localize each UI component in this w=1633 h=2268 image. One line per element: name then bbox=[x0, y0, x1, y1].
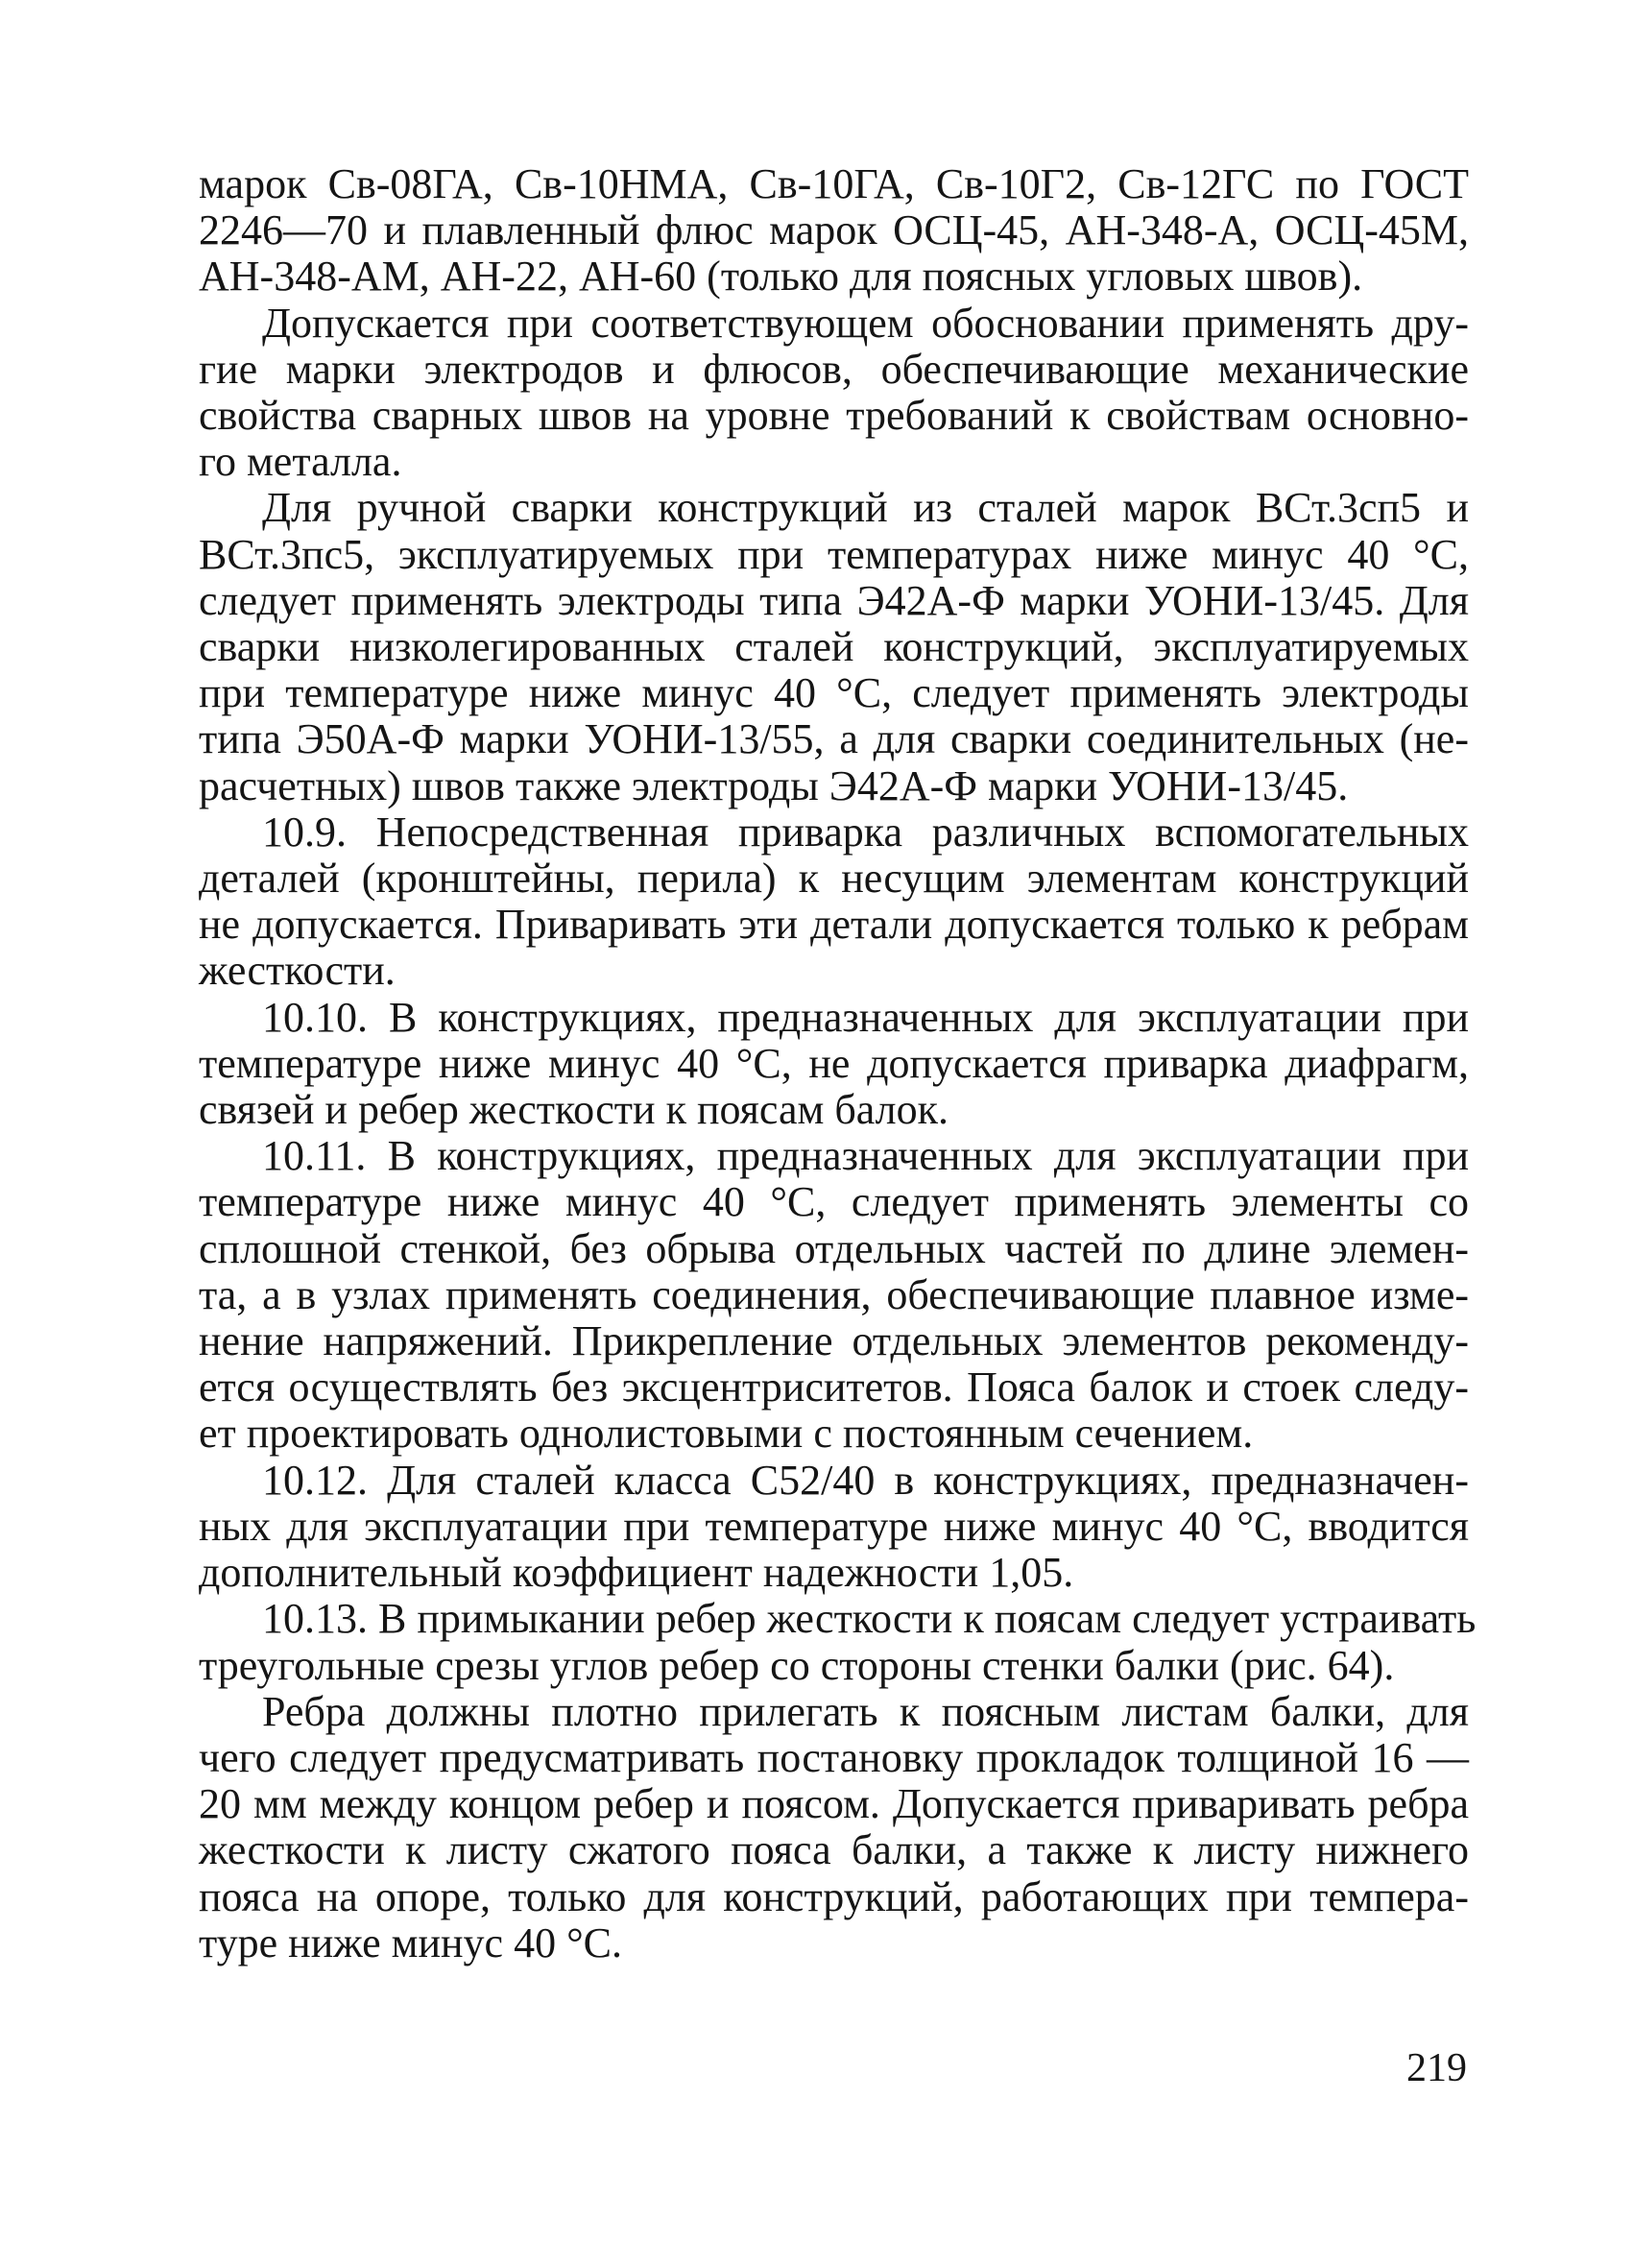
page-number: 219 bbox=[1406, 2046, 1467, 2090]
text-line: ется осуществлять без эксцентриситетов. Пояса балок и стоек следу- bbox=[199, 1363, 1469, 1411]
body-text bbox=[199, 160, 1477, 1966]
text-line: следует применять электроды типа Э42А-Ф марки УОНИ-13/45. Для bbox=[199, 576, 1469, 624]
paragraph bbox=[199, 161, 1469, 301]
paragraph bbox=[199, 485, 1469, 808]
paragraph bbox=[199, 1689, 1469, 1966]
text-line: расчетных) швов также электроды Э42А-Ф марки УОНИ-13/45. bbox=[199, 761, 1349, 809]
text-line: 10.12. Для сталей класса С52/40 в конструкциях, предназначен- bbox=[262, 1456, 1469, 1504]
text-line: 10.10. В конструкциях, предназначенных для эксплуатации при bbox=[262, 993, 1469, 1041]
paragraph bbox=[199, 995, 1469, 1134]
text-line: туре ниже минус 40 °С. bbox=[199, 1918, 623, 1966]
text-line: жесткости. bbox=[199, 947, 396, 995]
text-line: жесткости к листу сжатого пояса балки, а также к листу нижнего bbox=[199, 1826, 1469, 1874]
text-line: 10.11. В конструкциях, предназначенных для эксплуатации при bbox=[262, 1132, 1469, 1180]
text-line: пояса на опоре, только для конструкций, работающих при темпера- bbox=[199, 1872, 1469, 1920]
text-line: ет проектировать однолистовыми с постоянным сечением. bbox=[199, 1410, 1254, 1458]
text-line: 2246—70 и плавленный флюс марок ОСЦ-45, АН-348-А, ОСЦ-45М, bbox=[199, 206, 1469, 254]
text-line: нение напряжений. Прикрепление отдельных элементов рекоменду- bbox=[199, 1317, 1469, 1365]
paragraph bbox=[199, 809, 1469, 995]
text-line: Допускается при соответствующем обосновании применять дру- bbox=[262, 299, 1469, 347]
text-line: гие марки электродов и флюсов, обеспечивающие механические bbox=[199, 345, 1469, 393]
text-line: Ребра должны плотно прилегать к поясным листам балки, для bbox=[262, 1687, 1469, 1735]
paragraph bbox=[199, 1458, 1469, 1597]
text-line: типа Э50А-Ф марки УОНИ-13/55, а для сварки соединительных (не- bbox=[199, 715, 1469, 763]
text-line: та, а в узлах применять соединения, обеспечивающие плавное изме- bbox=[199, 1270, 1469, 1318]
text-line: 10.13. В примыкании ребер жесткости к поясам следует устраивать bbox=[262, 1595, 1477, 1643]
paragraph bbox=[199, 1595, 1477, 1689]
text-line: свойства сварных швов на уровне требований к свойствам основно- bbox=[199, 392, 1469, 440]
text-line: деталей (кронштейны, перила) к несущим элементам конструкций bbox=[199, 855, 1469, 903]
text-line: сварки низколегированных сталей конструкций, эксплуатируемых bbox=[199, 623, 1469, 671]
text-line: Для ручной сварки конструкций из сталей марок ВСт.3сп5 и bbox=[262, 484, 1469, 532]
paragraph bbox=[199, 301, 1469, 486]
text-line: чего следует предусматривать постановку прокладок толщиной 16 — bbox=[199, 1733, 1469, 1781]
text-line: 20 мм между концом ребер и поясом. Допускается приваривать ребра bbox=[199, 1780, 1469, 1828]
text-line: при температуре ниже минус 40 °С, следует применять электроды bbox=[199, 669, 1469, 717]
text-line: не допускается. Приваривать эти детали допускается только к ребрам bbox=[199, 901, 1469, 949]
text-line: марок Св-08ГА, Св-10НМА, Св-10ГА, Св-10Г2, Св-12ГС по ГОСТ bbox=[199, 160, 1469, 207]
text-line: ных для эксплуатации при температуре ниже минус 40 °С, вводится bbox=[199, 1502, 1469, 1550]
text-line: температуре ниже минус 40 °С, следует применять элементы со bbox=[199, 1178, 1469, 1226]
text-line: ВСт.3пс5, эксплуатируемых при температурах ниже минус 40 °С, bbox=[199, 530, 1469, 578]
text-line: связей и ребер жесткости к поясам балок. bbox=[199, 1086, 949, 1134]
text-line: треугольные срезы углов ребер со стороны стенки балки (рис. 64). bbox=[199, 1641, 1395, 1689]
text-line: 10.9. Непосредственная приварка различных вспомогательных bbox=[262, 808, 1469, 856]
text-line: сплошной стенкой, без обрыва отдельных частей по длине элемен- bbox=[199, 1224, 1469, 1272]
text-line: го металла. bbox=[199, 438, 402, 486]
text-line: дополнительный коэффициент надежности 1,05. bbox=[199, 1549, 1074, 1597]
text-line: температуре ниже минус 40 °С, не допускается приварка диафрагм, bbox=[199, 1039, 1469, 1087]
paragraph bbox=[199, 1133, 1469, 1457]
text-line: АН-348-АМ, АН-22, АН-60 (только для поясных угловых швов). bbox=[199, 253, 1363, 301]
